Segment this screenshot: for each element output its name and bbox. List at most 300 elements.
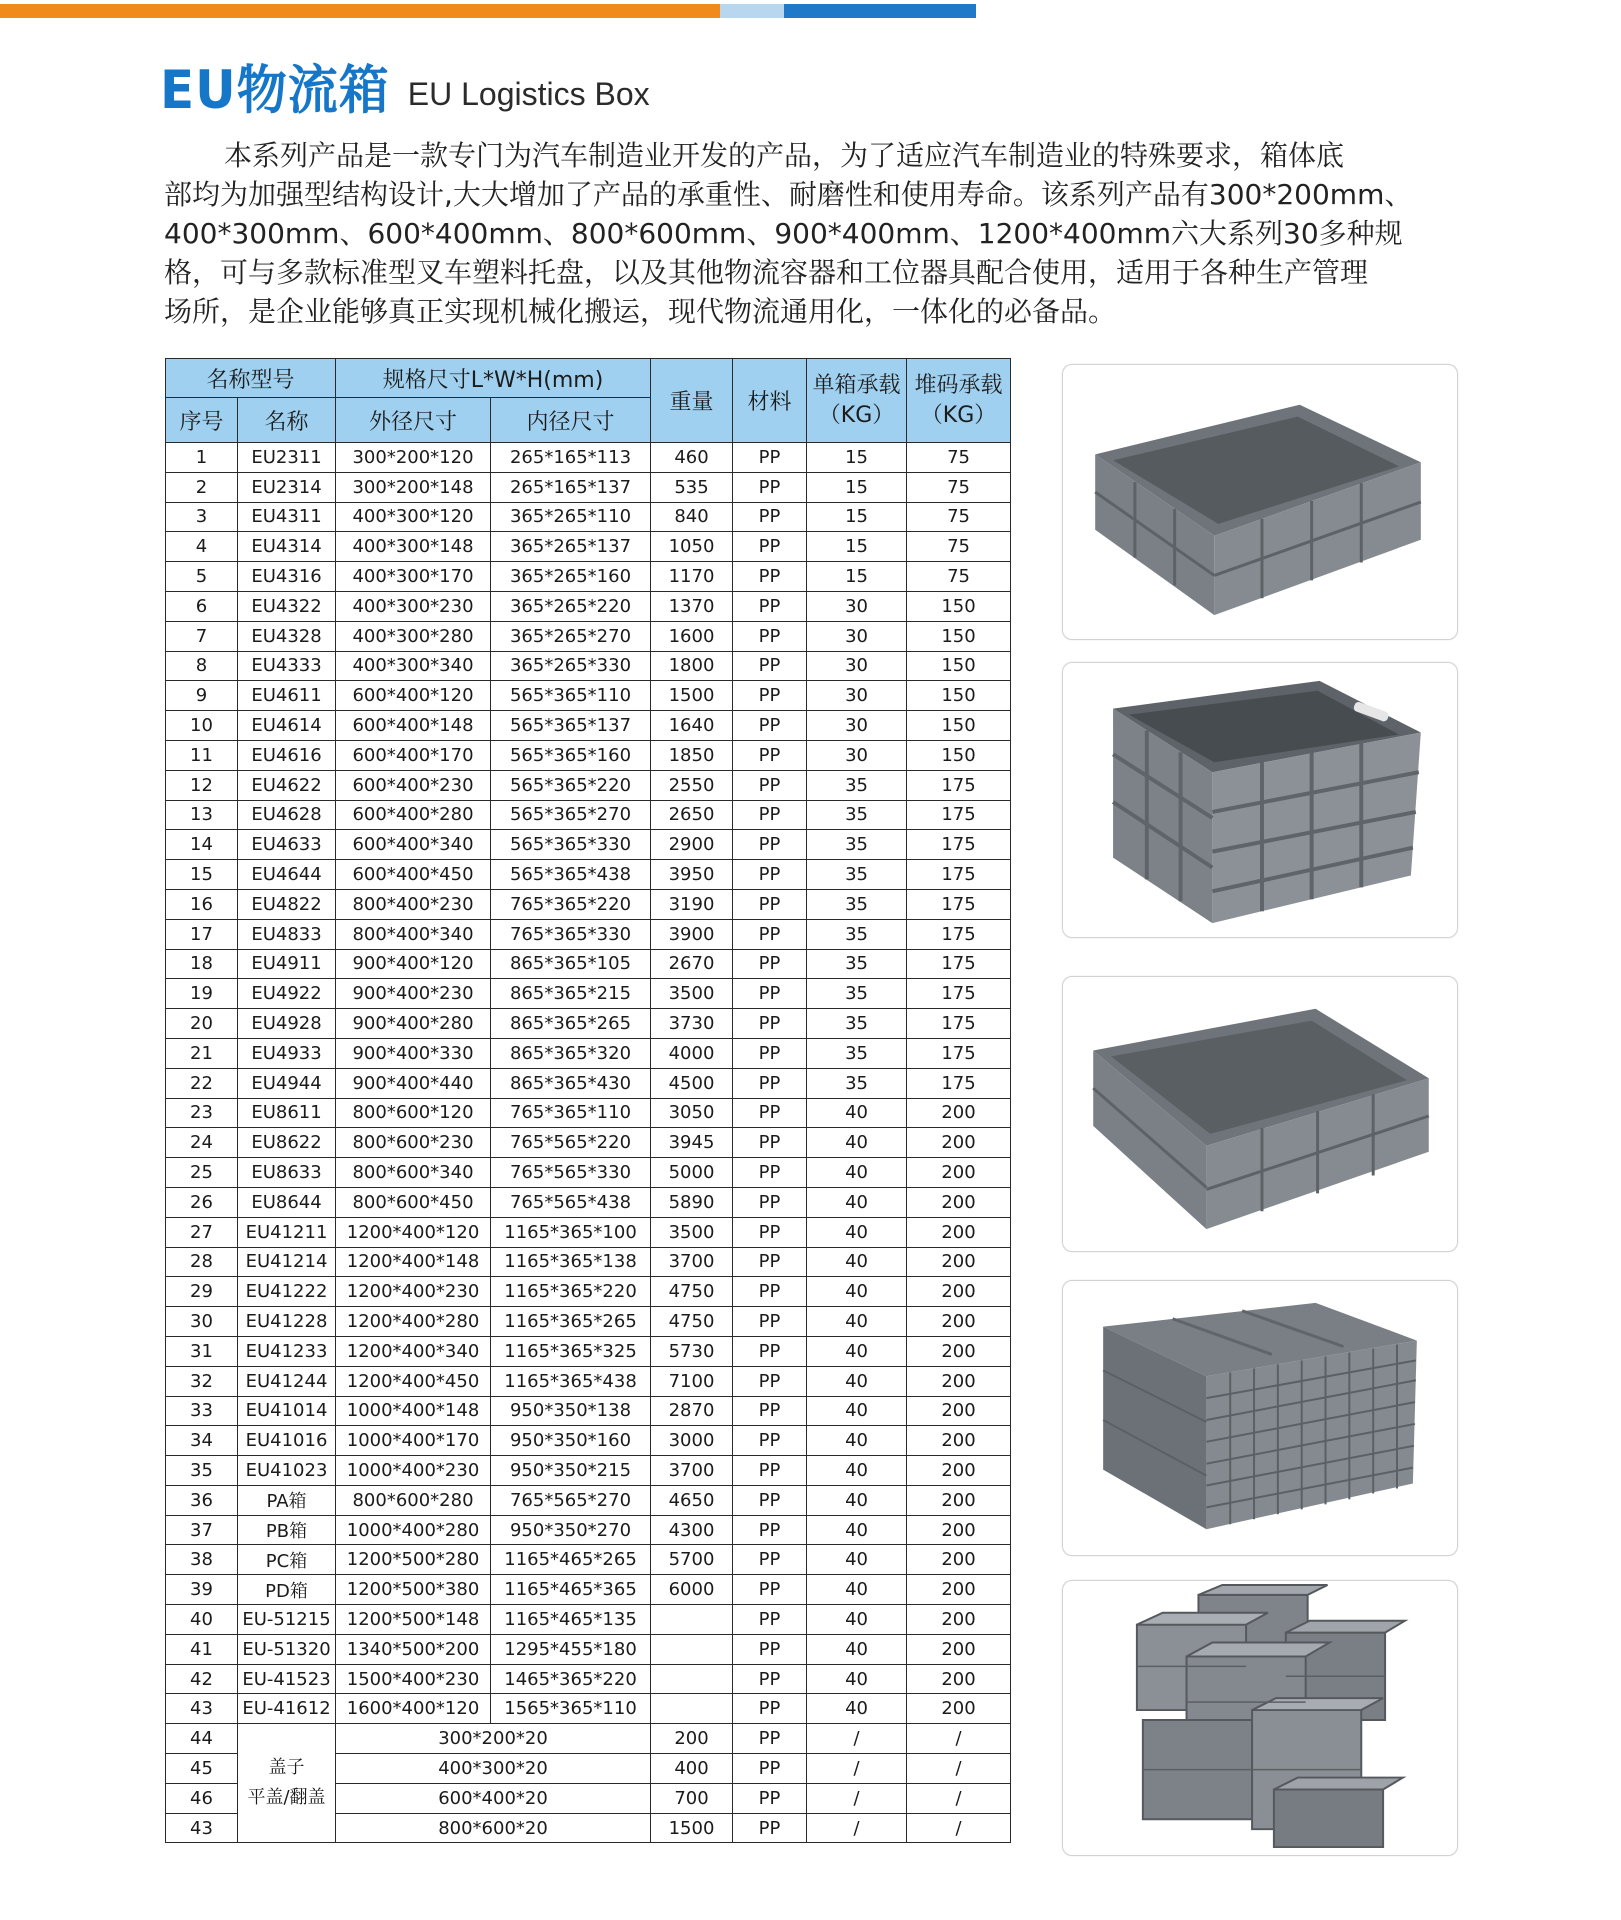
cell-seq: 18 bbox=[166, 949, 238, 979]
header-name: 名称 bbox=[238, 398, 336, 443]
cell-outer-size: 800*600*340 bbox=[336, 1158, 491, 1188]
cell-seq: 22 bbox=[166, 1068, 238, 1098]
header-name-model: 名称型号 bbox=[166, 359, 336, 398]
cell-name: EU41222 bbox=[238, 1277, 336, 1307]
cell-name: EU-41523 bbox=[238, 1664, 336, 1694]
cell-single-load: 40 bbox=[807, 1426, 907, 1456]
cell-outer-size: 400*300*170 bbox=[336, 562, 491, 592]
cell-stack-load: 150 bbox=[907, 711, 1011, 741]
cell-stack-load: 150 bbox=[907, 651, 1011, 681]
table-row bbox=[166, 591, 1011, 621]
cell-stack-load: 200 bbox=[907, 1426, 1011, 1456]
cell-name: EU41014 bbox=[238, 1396, 336, 1426]
cell-material: PP bbox=[733, 1158, 807, 1188]
cell-weight: 460 bbox=[651, 443, 733, 473]
cell-seq: 34 bbox=[166, 1426, 238, 1456]
cell-single-load: 15 bbox=[807, 502, 907, 532]
cell-seq: 14 bbox=[166, 830, 238, 860]
cell-inner-size: 865*365*105 bbox=[491, 949, 651, 979]
cell-name: EU2314 bbox=[238, 472, 336, 502]
cell-outer-size: 800*600*20 bbox=[336, 1813, 651, 1843]
cell-name: EU4633 bbox=[238, 830, 336, 860]
product-photo-tall-box bbox=[1062, 662, 1458, 938]
cell-single-load: 40 bbox=[807, 1128, 907, 1158]
cell-seq: 7 bbox=[166, 621, 238, 651]
intro-line: 400*300mm、600*400mm、800*600mm、900*400mm、1200*400mm六大系列30多种规 bbox=[164, 217, 1403, 250]
cell-single-load: 35 bbox=[807, 1038, 907, 1068]
cell-weight: 1800 bbox=[651, 651, 733, 681]
table-row bbox=[166, 502, 1011, 532]
cell-outer-size: 600*400*170 bbox=[336, 740, 491, 770]
cell-stack-load: 200 bbox=[907, 1694, 1011, 1724]
cell-inner-size: 865*365*265 bbox=[491, 1009, 651, 1039]
cell-weight: 1370 bbox=[651, 591, 733, 621]
cell-stack-load: 175 bbox=[907, 919, 1011, 949]
cell-inner-size: 365*265*220 bbox=[491, 591, 651, 621]
cell-weight: 840 bbox=[651, 502, 733, 532]
cell-outer-size: 1000*400*170 bbox=[336, 1426, 491, 1456]
cell-inner-size: 950*350*270 bbox=[491, 1515, 651, 1545]
cell-material: PP bbox=[733, 770, 807, 800]
cell-single-load: 40 bbox=[807, 1336, 907, 1366]
cell-stack-load: 175 bbox=[907, 979, 1011, 1009]
cell-inner-size: 565*365*330 bbox=[491, 830, 651, 860]
cell-name: EU4333 bbox=[238, 651, 336, 681]
cell-material: PP bbox=[733, 1187, 807, 1217]
spec-table bbox=[165, 358, 1011, 1843]
header-single-load-line2: （KG） bbox=[818, 402, 895, 428]
table-row bbox=[166, 1456, 1011, 1486]
cell-material: PP bbox=[733, 1307, 807, 1337]
cell-inner-size: 1565*365*110 bbox=[491, 1694, 651, 1724]
cell-single-load: 35 bbox=[807, 1068, 907, 1098]
cell-material: PP bbox=[733, 740, 807, 770]
cell-seq: 4 bbox=[166, 532, 238, 562]
cell-material: PP bbox=[733, 1217, 807, 1247]
table-row bbox=[166, 919, 1011, 949]
cell-material: PP bbox=[733, 1396, 807, 1426]
cell-single-load: 30 bbox=[807, 711, 907, 741]
cell-name: EU8611 bbox=[238, 1098, 336, 1128]
header-inner: 内径尺寸 bbox=[491, 398, 651, 443]
cell-seq: 38 bbox=[166, 1545, 238, 1575]
cell-weight: 5000 bbox=[651, 1158, 733, 1188]
cell-inner-size: 765*565*330 bbox=[491, 1158, 651, 1188]
cell-single-load: 40 bbox=[807, 1634, 907, 1664]
cell-seq: 11 bbox=[166, 740, 238, 770]
cell-material: PP bbox=[733, 651, 807, 681]
cell-name: EU4928 bbox=[238, 1009, 336, 1039]
product-photo-grid-box bbox=[1062, 1280, 1458, 1556]
cell-name: EU41023 bbox=[238, 1456, 336, 1486]
table-row bbox=[166, 443, 1011, 473]
cell-stack-load: 200 bbox=[907, 1634, 1011, 1664]
cell-material: PP bbox=[733, 1754, 807, 1784]
cell-seq: 13 bbox=[166, 800, 238, 830]
cell-material: PP bbox=[733, 1247, 807, 1277]
cell-single-load: 40 bbox=[807, 1366, 907, 1396]
cell-single-load: 40 bbox=[807, 1187, 907, 1217]
cell-single-load: 35 bbox=[807, 919, 907, 949]
cell-outer-size: 1000*400*230 bbox=[336, 1456, 491, 1486]
cell-material: PP bbox=[733, 1128, 807, 1158]
cell-inner-size: 365*265*330 bbox=[491, 651, 651, 681]
cell-single-load: 40 bbox=[807, 1515, 907, 1545]
cell-seq: 12 bbox=[166, 770, 238, 800]
cell-weight: 5700 bbox=[651, 1545, 733, 1575]
cell-outer-size: 1500*400*230 bbox=[336, 1664, 491, 1694]
cell-seq: 32 bbox=[166, 1366, 238, 1396]
cell-outer-size: 1200*500*380 bbox=[336, 1575, 491, 1605]
cell-seq: 41 bbox=[166, 1634, 238, 1664]
cell-seq: 10 bbox=[166, 711, 238, 741]
cell-seq: 20 bbox=[166, 1009, 238, 1039]
header-material: 材料 bbox=[733, 359, 807, 443]
cell-seq: 28 bbox=[166, 1247, 238, 1277]
cell-weight bbox=[651, 1605, 733, 1635]
page-title bbox=[160, 60, 650, 120]
cell-outer-size: 1200*400*230 bbox=[336, 1277, 491, 1307]
cell-weight: 2650 bbox=[651, 800, 733, 830]
cell-stack-load: 200 bbox=[907, 1247, 1011, 1277]
intro-line: 格，可与多款标准型叉车塑料托盘，以及其他物流容器和工位器具配合使用，适用于各种生产管理 bbox=[164, 256, 1369, 289]
cell-outer-size: 400*300*230 bbox=[336, 591, 491, 621]
cell-weight: 1050 bbox=[651, 532, 733, 562]
cell-weight: 3700 bbox=[651, 1247, 733, 1277]
cell-outer-size: 900*400*440 bbox=[336, 1068, 491, 1098]
table-row bbox=[166, 532, 1011, 562]
cell-name: EU-51320 bbox=[238, 1634, 336, 1664]
cell-material: PP bbox=[733, 1098, 807, 1128]
cell-material: PP bbox=[733, 830, 807, 860]
cell-stack-load: 75 bbox=[907, 472, 1011, 502]
intro-line: 部均为加强型结构设计,大大增加了产品的承重性、耐磨性和使用寿命。该系列产品有300*200mm、 bbox=[164, 178, 1413, 211]
cell-outer-size: 800*400*230 bbox=[336, 889, 491, 919]
cell-single-load: 40 bbox=[807, 1694, 907, 1724]
cell-material: PP bbox=[733, 1485, 807, 1515]
cell-name: EU4316 bbox=[238, 562, 336, 592]
cell-seq: 30 bbox=[166, 1307, 238, 1337]
cell-outer-size: 600*400*450 bbox=[336, 860, 491, 890]
cell-single-load: / bbox=[807, 1754, 907, 1784]
cell-name: EU41211 bbox=[238, 1217, 336, 1247]
cell-material: PP bbox=[733, 1038, 807, 1068]
cell-weight: 4500 bbox=[651, 1068, 733, 1098]
cell-single-load: 40 bbox=[807, 1605, 907, 1635]
cell-material: PP bbox=[733, 1366, 807, 1396]
table-row bbox=[166, 1694, 1011, 1724]
cell-outer-size: 600*400*230 bbox=[336, 770, 491, 800]
title-english: EU Logistics Box bbox=[407, 76, 650, 112]
cell-seq: 33 bbox=[166, 1396, 238, 1426]
cell-single-load: 30 bbox=[807, 591, 907, 621]
cell-seq: 23 bbox=[166, 1098, 238, 1128]
cell-single-load: 35 bbox=[807, 889, 907, 919]
cell-inner-size: 865*365*215 bbox=[491, 979, 651, 1009]
table-row bbox=[166, 1545, 1011, 1575]
cell-weight: 1170 bbox=[651, 562, 733, 592]
cell-inner-size: 1165*465*135 bbox=[491, 1605, 651, 1635]
cell-stack-load: 150 bbox=[907, 591, 1011, 621]
intro-paragraph bbox=[164, 136, 1529, 331]
cell-name: EU4628 bbox=[238, 800, 336, 830]
cell-inner-size: 365*265*270 bbox=[491, 621, 651, 651]
table-row bbox=[166, 979, 1011, 1009]
cell-stack-load: 200 bbox=[907, 1158, 1011, 1188]
cell-material: PP bbox=[733, 1426, 807, 1456]
lid-name-line1: 盖子 bbox=[268, 1757, 305, 1779]
cell-material: PP bbox=[733, 1336, 807, 1366]
cell-inner-size: 1165*365*220 bbox=[491, 1277, 651, 1307]
cell-single-load: 35 bbox=[807, 949, 907, 979]
cell-stack-load: 175 bbox=[907, 889, 1011, 919]
cell-stack-load: 200 bbox=[907, 1277, 1011, 1307]
table-row bbox=[166, 1187, 1011, 1217]
cell-stack-load: 200 bbox=[907, 1187, 1011, 1217]
cell-seq: 44 bbox=[166, 1724, 238, 1754]
table-row bbox=[166, 711, 1011, 741]
product-photo-stacked-boxes bbox=[1062, 1580, 1458, 1856]
cell-stack-load: 175 bbox=[907, 770, 1011, 800]
cell-outer-size: 300*200*20 bbox=[336, 1724, 651, 1754]
table-row bbox=[166, 681, 1011, 711]
cell-inner-size: 950*350*160 bbox=[491, 1426, 651, 1456]
top-bar-orange bbox=[0, 4, 720, 18]
cell-outer-size: 800*600*120 bbox=[336, 1098, 491, 1128]
cell-name: PB箱 bbox=[238, 1515, 336, 1545]
cell-stack-load: 150 bbox=[907, 681, 1011, 711]
table-row bbox=[166, 1605, 1011, 1635]
header-stack-load-line2: （KG） bbox=[920, 402, 997, 428]
cell-seq: 19 bbox=[166, 979, 238, 1009]
cell-name: EU41244 bbox=[238, 1366, 336, 1396]
title-chinese: EU物流箱 bbox=[160, 59, 390, 121]
cell-stack-load: 175 bbox=[907, 800, 1011, 830]
cell-name: EU4922 bbox=[238, 979, 336, 1009]
cell-material: PP bbox=[733, 562, 807, 592]
table-row bbox=[166, 651, 1011, 681]
cell-outer-size: 1200*400*120 bbox=[336, 1217, 491, 1247]
cell-material: PP bbox=[733, 1009, 807, 1039]
cell-name: PC箱 bbox=[238, 1545, 336, 1575]
cell-single-load: 15 bbox=[807, 472, 907, 502]
cell-weight: 4750 bbox=[651, 1307, 733, 1337]
product-photo-low-box bbox=[1062, 976, 1458, 1252]
cell-single-load: 40 bbox=[807, 1575, 907, 1605]
lid-name-line2: 平盖/翻盖 bbox=[247, 1787, 326, 1809]
cell-stack-load: 200 bbox=[907, 1575, 1011, 1605]
cell-single-load: 40 bbox=[807, 1545, 907, 1575]
cell-seq: 17 bbox=[166, 919, 238, 949]
cell-name: EU8633 bbox=[238, 1158, 336, 1188]
cell-stack-load: 200 bbox=[907, 1515, 1011, 1545]
cell-inner-size: 1165*365*100 bbox=[491, 1217, 651, 1247]
cell-inner-size: 1165*365*325 bbox=[491, 1336, 651, 1366]
table-row bbox=[166, 1009, 1011, 1039]
header-stack-load bbox=[907, 359, 1011, 443]
cell-stack-load: 150 bbox=[907, 740, 1011, 770]
table-row bbox=[166, 770, 1011, 800]
cell-outer-size: 800*600*230 bbox=[336, 1128, 491, 1158]
cell-single-load: 40 bbox=[807, 1158, 907, 1188]
cell-single-load: 40 bbox=[807, 1217, 907, 1247]
table-row bbox=[166, 1366, 1011, 1396]
cell-single-load: 15 bbox=[807, 532, 907, 562]
cell-single-load: 40 bbox=[807, 1098, 907, 1128]
cell-name: EU4322 bbox=[238, 591, 336, 621]
cell-seq: 29 bbox=[166, 1277, 238, 1307]
cell-material: PP bbox=[733, 621, 807, 651]
cell-weight bbox=[651, 1634, 733, 1664]
intro-line: 本系列产品是一款专门为汽车制造业开发的产品，为了适应汽车制造业的特殊要求，箱体底 bbox=[224, 139, 1345, 172]
cell-seq: 26 bbox=[166, 1187, 238, 1217]
cell-seq: 27 bbox=[166, 1217, 238, 1247]
cell-name: EU4944 bbox=[238, 1068, 336, 1098]
header-weight: 重量 bbox=[651, 359, 733, 443]
cell-inner-size: 565*365*438 bbox=[491, 860, 651, 890]
cell-weight bbox=[651, 1664, 733, 1694]
cell-stack-load: 150 bbox=[907, 621, 1011, 651]
cell-outer-size: 300*200*148 bbox=[336, 472, 491, 502]
cell-material: PP bbox=[733, 443, 807, 473]
cell-outer-size: 1340*500*200 bbox=[336, 1634, 491, 1664]
cell-stack-load: 175 bbox=[907, 1068, 1011, 1098]
cell-material: PP bbox=[733, 532, 807, 562]
cell-outer-size: 600*400*120 bbox=[336, 681, 491, 711]
cell-weight: 1850 bbox=[651, 740, 733, 770]
cell-seq: 43 bbox=[166, 1694, 238, 1724]
table-row bbox=[166, 1426, 1011, 1456]
cell-single-load: 40 bbox=[807, 1456, 907, 1486]
cell-weight: 3500 bbox=[651, 979, 733, 1009]
cell-weight: 700 bbox=[651, 1783, 733, 1813]
cell-seq: 5 bbox=[166, 562, 238, 592]
table-row bbox=[166, 1515, 1011, 1545]
cell-weight: 2670 bbox=[651, 949, 733, 979]
cell-material: PP bbox=[733, 711, 807, 741]
cell-single-load: 35 bbox=[807, 830, 907, 860]
cell-material: PP bbox=[733, 502, 807, 532]
cell-seq: 25 bbox=[166, 1158, 238, 1188]
cell-single-load: 40 bbox=[807, 1277, 907, 1307]
cell-inner-size: 265*165*137 bbox=[491, 472, 651, 502]
cell-inner-size: 365*265*110 bbox=[491, 502, 651, 532]
cell-stack-load: / bbox=[907, 1724, 1011, 1754]
cell-single-load: 35 bbox=[807, 770, 907, 800]
table-row bbox=[166, 621, 1011, 651]
table-row bbox=[166, 1217, 1011, 1247]
cell-stack-load: 175 bbox=[907, 1038, 1011, 1068]
cell-name: EU4622 bbox=[238, 770, 336, 800]
cell-outer-size: 400*300*148 bbox=[336, 532, 491, 562]
cell-single-load: / bbox=[807, 1724, 907, 1754]
cell-stack-load: / bbox=[907, 1754, 1011, 1784]
intro-line: 场所，是企业能够真正实现机械化搬运，现代物流通用化，一体化的必备品。 bbox=[164, 295, 1117, 328]
cell-inner-size: 765*565*220 bbox=[491, 1128, 651, 1158]
header-stack-load-line1: 堆码承载 bbox=[914, 372, 1003, 398]
cell-seq: 15 bbox=[166, 860, 238, 890]
cell-inner-size: 765*365*110 bbox=[491, 1098, 651, 1128]
cell-stack-load: 175 bbox=[907, 830, 1011, 860]
top-bar-blue bbox=[784, 4, 976, 18]
cell-outer-size: 1600*400*120 bbox=[336, 1694, 491, 1724]
cell-outer-size: 300*200*120 bbox=[336, 443, 491, 473]
cell-weight: 2870 bbox=[651, 1396, 733, 1426]
cell-name: EU4614 bbox=[238, 711, 336, 741]
cell-inner-size: 765*565*270 bbox=[491, 1485, 651, 1515]
cell-seq: 43 bbox=[166, 1813, 238, 1843]
cell-inner-size: 865*365*430 bbox=[491, 1068, 651, 1098]
cell-weight: 3050 bbox=[651, 1098, 733, 1128]
cell-stack-load: 200 bbox=[907, 1128, 1011, 1158]
cell-stack-load: 75 bbox=[907, 532, 1011, 562]
table-row bbox=[166, 1307, 1011, 1337]
cell-material: PP bbox=[733, 1664, 807, 1694]
table-row bbox=[166, 1396, 1011, 1426]
cell-single-load: 15 bbox=[807, 443, 907, 473]
cell-single-load: 40 bbox=[807, 1664, 907, 1694]
cell-seq: 6 bbox=[166, 591, 238, 621]
cell-weight: 535 bbox=[651, 472, 733, 502]
cell-stack-load: 175 bbox=[907, 1009, 1011, 1039]
cell-weight: 3000 bbox=[651, 1426, 733, 1456]
cell-single-load: 30 bbox=[807, 681, 907, 711]
cell-seq: 2 bbox=[166, 472, 238, 502]
cell-weight: 3190 bbox=[651, 889, 733, 919]
cell-material: PP bbox=[733, 681, 807, 711]
cell-single-load: 40 bbox=[807, 1307, 907, 1337]
cell-outer-size: 600*400*148 bbox=[336, 711, 491, 741]
cell-seq: 35 bbox=[166, 1456, 238, 1486]
cell-inner-size: 565*365*137 bbox=[491, 711, 651, 741]
cell-name: EU4328 bbox=[238, 621, 336, 651]
cell-stack-load: 200 bbox=[907, 1664, 1011, 1694]
cell-seq: 36 bbox=[166, 1485, 238, 1515]
cell-weight: 4650 bbox=[651, 1485, 733, 1515]
cell-stack-load: 175 bbox=[907, 860, 1011, 890]
product-photo-shallow-box bbox=[1062, 364, 1458, 640]
table-row bbox=[166, 1098, 1011, 1128]
cell-outer-size: 600*400*280 bbox=[336, 800, 491, 830]
cell-weight: 1500 bbox=[651, 681, 733, 711]
cell-seq: 1 bbox=[166, 443, 238, 473]
cell-weight: 3900 bbox=[651, 919, 733, 949]
cell-stack-load: 200 bbox=[907, 1217, 1011, 1247]
table-row bbox=[166, 830, 1011, 860]
cell-weight: 1500 bbox=[651, 1813, 733, 1843]
cell-material: PP bbox=[733, 1068, 807, 1098]
cell-weight: 2900 bbox=[651, 830, 733, 860]
cell-name: EU41016 bbox=[238, 1426, 336, 1456]
table-row bbox=[166, 860, 1011, 890]
cell-seq: 37 bbox=[166, 1515, 238, 1545]
table-row bbox=[166, 889, 1011, 919]
cell-inner-size: 1165*365*438 bbox=[491, 1366, 651, 1396]
cell-name: EU4311 bbox=[238, 502, 336, 532]
cell-inner-size: 365*265*137 bbox=[491, 532, 651, 562]
cell-weight: 3700 bbox=[651, 1456, 733, 1486]
cell-material: PP bbox=[733, 1694, 807, 1724]
cell-single-load: 30 bbox=[807, 651, 907, 681]
table-row bbox=[166, 1247, 1011, 1277]
cell-seq: 31 bbox=[166, 1336, 238, 1366]
cell-stack-load: 75 bbox=[907, 562, 1011, 592]
cell-weight: 6000 bbox=[651, 1575, 733, 1605]
cell-inner-size: 565*365*110 bbox=[491, 681, 651, 711]
cell-seq: 40 bbox=[166, 1605, 238, 1635]
cell-weight: 2550 bbox=[651, 770, 733, 800]
cell-single-load: 35 bbox=[807, 800, 907, 830]
